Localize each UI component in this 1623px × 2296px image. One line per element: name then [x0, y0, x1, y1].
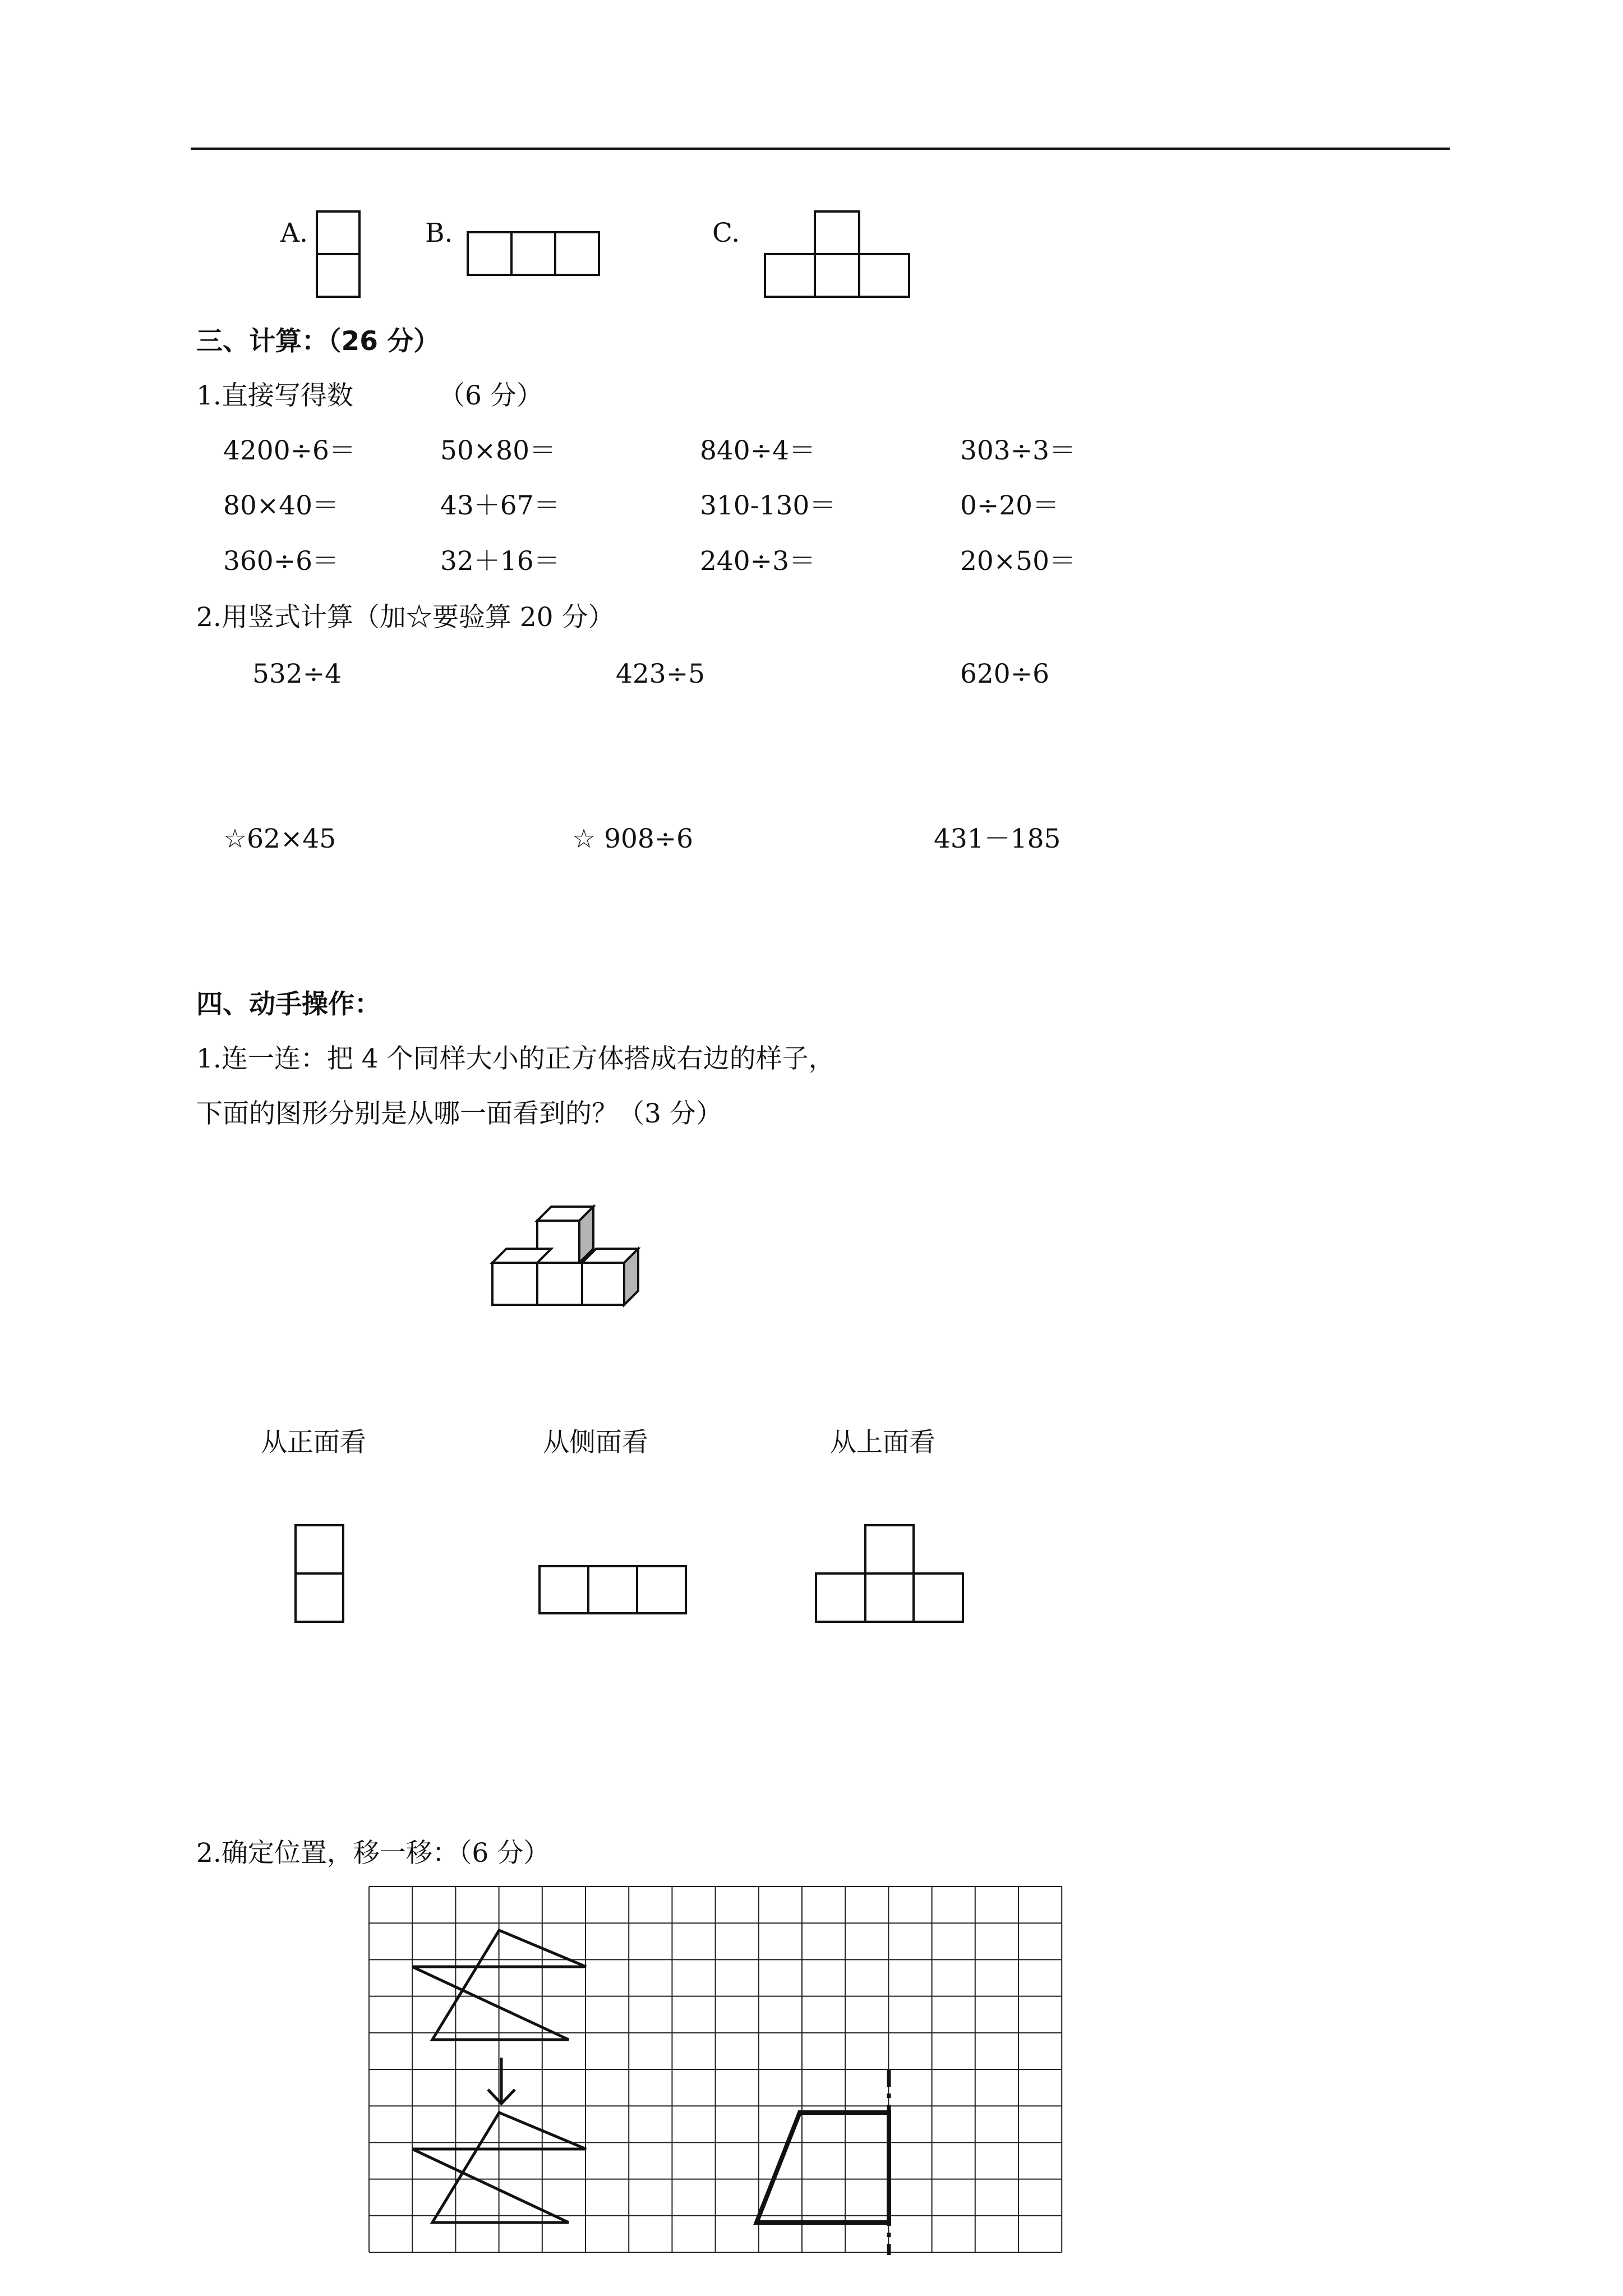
calc-item: 4200÷6＝ — [223, 435, 356, 466]
vertical-calc-item: ☆62×45 — [223, 823, 336, 854]
vertical-calc-item: 620÷6 — [960, 659, 1049, 689]
calc-item: 360÷6＝ — [223, 546, 339, 577]
q1-label: 1.直接写得数 — [196, 380, 353, 411]
section4-title: 四、动手操作： — [196, 989, 381, 1020]
calc-item: 240÷3＝ — [700, 546, 815, 577]
vertical-calc-item: 532÷4 — [252, 659, 342, 689]
vertical-calc-item: 431－185 — [934, 823, 1061, 854]
calc-item: 303÷3＝ — [960, 435, 1076, 466]
q4-2-label: 2.确定位置，移一移：（6 分） — [196, 1838, 550, 1869]
grid-lines — [369, 1887, 1062, 2252]
option-a-label: A. — [280, 218, 308, 249]
view-label-top: 从上面看 — [830, 1427, 935, 1458]
calc-item: 50×80＝ — [440, 435, 556, 466]
vertical-calc-item: ☆ 908÷6 — [572, 823, 694, 854]
vertical-calc-item: 423÷5 — [616, 659, 705, 689]
option-c-label: C. — [712, 218, 740, 249]
trapezoid-shape — [757, 2113, 889, 2223]
calc-item: 32＋16＝ — [440, 546, 560, 577]
calc-item: 0÷20＝ — [960, 490, 1059, 521]
calc-item: 80×40＝ — [223, 490, 339, 521]
view-label-front: 从正面看 — [261, 1427, 366, 1458]
calc-item: 43＋67＝ — [440, 490, 560, 521]
down-arrow-icon — [488, 2058, 515, 2104]
calc-item: 20×50＝ — [960, 546, 1076, 577]
q4-1-line1: 1.连一连：把 4 个同样大小的正方体搭成右边的样子， — [196, 1043, 835, 1074]
calc-item: 310-130＝ — [700, 490, 836, 521]
q2-label: 2.用竖式计算（加☆要验算 20 分） — [196, 602, 615, 633]
option-b-label: B. — [425, 218, 453, 249]
q1-score: （6 分） — [439, 380, 543, 411]
view-label-side: 从侧面看 — [543, 1427, 648, 1458]
q4-1-line2: 下面的图形分别是从哪一面看到的？（3 分） — [196, 1098, 722, 1129]
section3-title: 三、计算：（26 分） — [196, 326, 440, 357]
calc-item: 840÷4＝ — [700, 435, 815, 466]
